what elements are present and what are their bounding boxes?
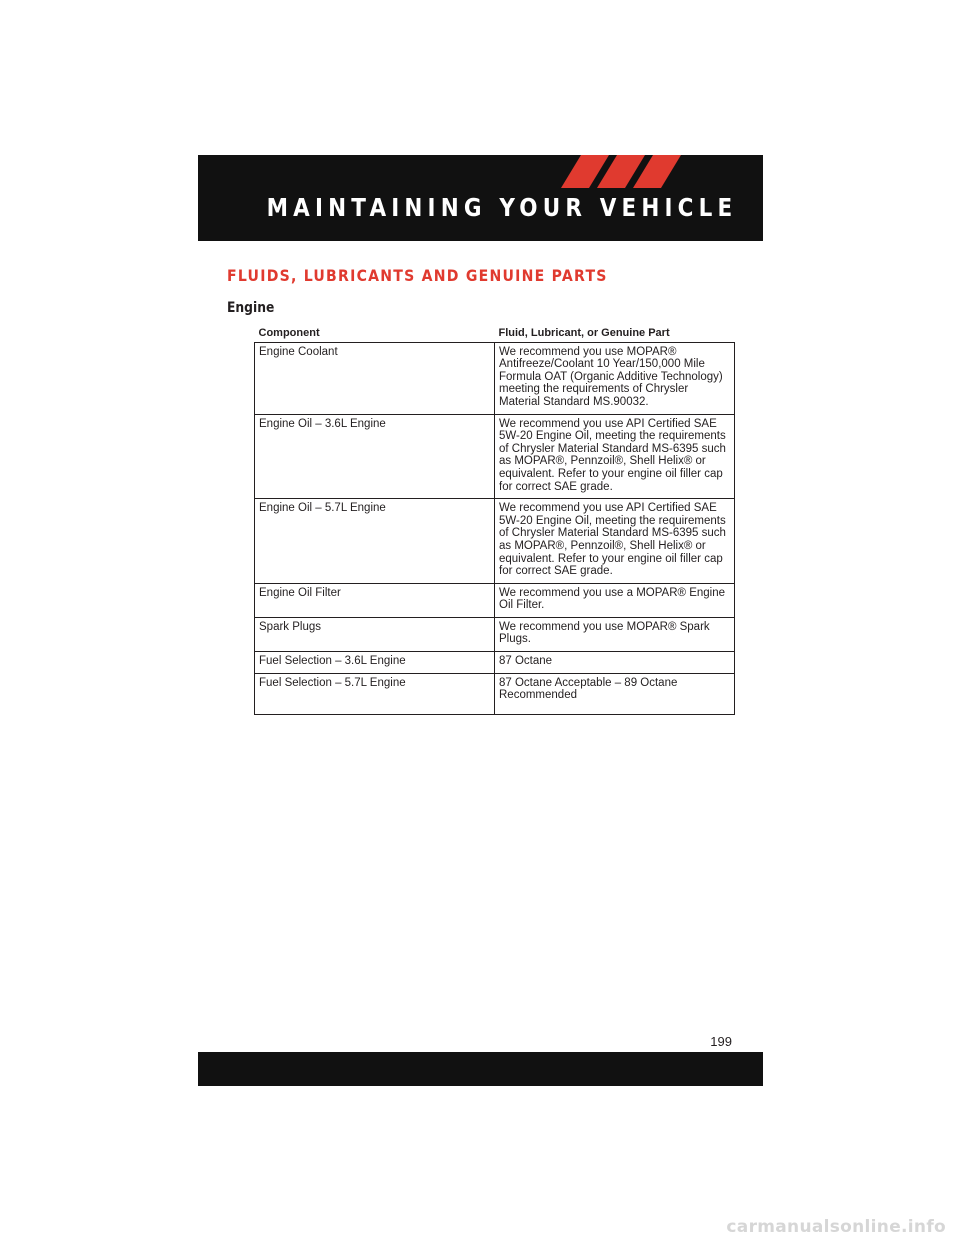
page-number: 199 [710, 1034, 732, 1049]
component-cell: Fuel Selection – 5.7L Engine [255, 673, 495, 714]
watermark-logo: carmanualsonline.info [726, 1217, 946, 1237]
table-header-row [255, 324, 735, 342]
fluid-cell: We recommend you use API Certified SAE 5W-20 Engine Oil, meeting the requirements of Chrysler Material Standard MS-6395 such as MOPAR®, Pennzoil®, Shell Helix® or equivalent. Refer to your engine oil filler cap for correct SAE grade. [495, 414, 735, 499]
fluid-cell: We recommend you use MOPAR® Spark Plugs. [495, 617, 735, 651]
table-row [255, 673, 735, 714]
table-row [255, 342, 735, 414]
column-header-fluid: Fluid, Lubricant, or Genuine Part [495, 324, 735, 342]
component-cell: Spark Plugs [255, 617, 495, 651]
section-title: FLUIDS, LUBRICANTS AND GENUINE PARTS [227, 266, 608, 285]
component-cell: Fuel Selection – 3.6L Engine [255, 652, 495, 674]
racing-stripes-icon [561, 155, 701, 188]
column-header-component: Component [255, 324, 495, 342]
fluids-table [254, 324, 735, 715]
chapter-title: MAINTAINING YOUR VEHICLE [266, 193, 737, 222]
table-row [255, 583, 735, 617]
table-row [255, 414, 735, 499]
table-row [255, 652, 735, 674]
subsection-title: Engine [227, 300, 275, 316]
footer-band [198, 1052, 763, 1086]
component-cell: Engine Oil Filter [255, 583, 495, 617]
table-row [255, 499, 735, 584]
fluid-cell: We recommend you use a MOPAR® Engine Oil Filter. [495, 583, 735, 617]
fluid-cell: 87 Octane [495, 652, 735, 674]
component-cell: Engine Oil – 5.7L Engine [255, 499, 495, 584]
fluid-cell: We recommend you use MOPAR® Antifreeze/Coolant 10 Year/150,000 Mile Formula OAT (Organic Additive Technology) meeting the requirements of Chrysler Material Standard MS.90032. [495, 342, 735, 414]
fluid-cell: We recommend you use API Certified SAE 5W-20 Engine Oil, meeting the requirements of Chrysler Material Standard MS-6395 such as MOPAR®, Pennzoil®, Shell Helix® or equivalent. Refer to your engine oil filler cap for correct SAE grade. [495, 499, 735, 584]
fluid-cell: 87 Octane Acceptable – 89 Octane Recommended [495, 673, 735, 714]
chapter-header-band [198, 155, 763, 241]
table-row [255, 617, 735, 651]
component-cell: Engine Oil – 3.6L Engine [255, 414, 495, 499]
component-cell: Engine Coolant [255, 342, 495, 414]
